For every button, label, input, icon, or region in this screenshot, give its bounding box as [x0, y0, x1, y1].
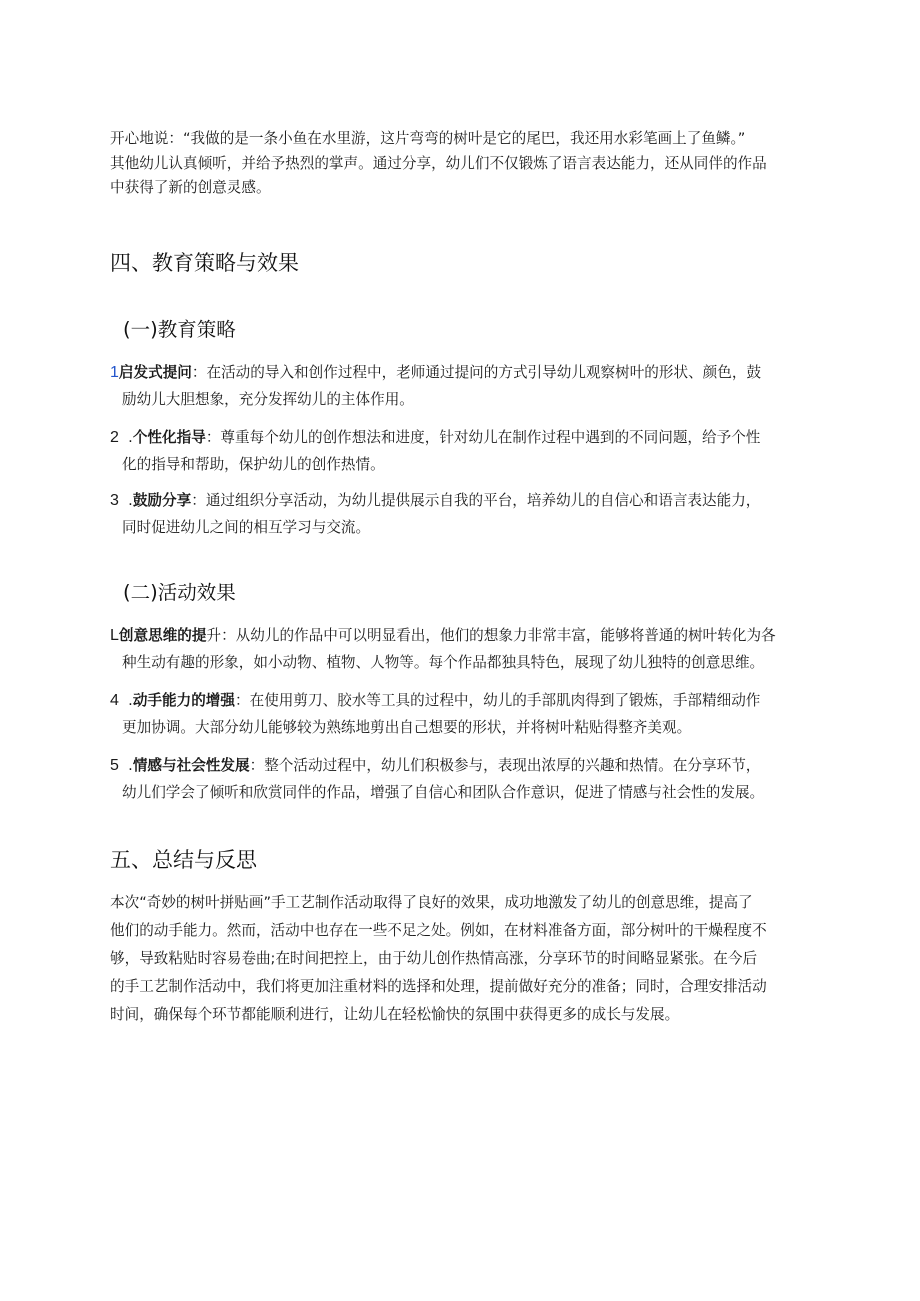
item-number: 2 [110, 429, 119, 446]
list-item [110, 752, 812, 806]
item-number: L [110, 627, 119, 644]
list-item [110, 687, 812, 741]
item-separator: . [118, 757, 133, 774]
section-5-heading: 五、总结与反思 [110, 848, 257, 872]
item-separator: . [118, 692, 133, 709]
intro-paragraph [110, 127, 810, 201]
summary-line: 他们的动手能力。然而，活动中也存在一些不足之处。例如，在材料准备方面，部分树叶的干燥程度不 [110, 922, 767, 939]
item-text: ：在活动的导入和创作过程中，老师通过提问的方式引导幼儿观察树叶的形状、颜色，鼓 [191, 364, 762, 381]
item-label: 情感与社会性发展 [132, 757, 250, 774]
item-number: 1 [110, 364, 119, 381]
item-text: ：在使用剪刀、胶水等工具的过程中，幼儿的手部肌肉得到了锻炼，手部精细动作 [235, 692, 761, 709]
item-number: 3 [110, 492, 119, 509]
intro-line: 其他幼儿认真倾听，并给予热烈的掌声。通过分享，幼儿们不仅锻炼了语言表达能力，还从同伴的作品 [110, 154, 767, 172]
item-number: 5 [110, 757, 119, 774]
item-label: 创意思维的提 [118, 627, 207, 644]
item-text: 升：从幼儿的作品中可以明显看出，他们的想象力非常丰富，能够将普通的树叶转化为各 [206, 627, 776, 644]
summary-line: 的手工艺制作活动中，我们将更加注重材料的选择和处理，提前做好充分的准备；同时，合理安排活动 [110, 978, 767, 995]
subsection-strategy-heading: (一)教育策略 [123, 318, 236, 341]
item-text-continued: 化的指导和帮助，保护幼儿的创作热情。 [122, 456, 385, 473]
item-text: ：整个活动过程中，幼儿们积极参与，表现出浓厚的兴趣和热情。在分享环节， [249, 757, 761, 774]
summary-line: 时间，确保每个环节都能顺利进行，让幼儿在轻松愉快的氛围中获得更多的成长与发展。 [110, 1006, 680, 1023]
item-text: ：通过组织分享活动，为幼儿提供展示自我的平台，培养幼儿的自信心和语言表达能力， [191, 492, 761, 509]
section-4-heading: 四、教育策略与效果 [110, 251, 299, 275]
item-separator: . [118, 429, 133, 446]
item-label: 动手能力的增强 [132, 692, 235, 709]
summary-line: 本次“奇妙的树叶拼贴画”手工艺制作活动取得了良好的效果，成功地激发了幼儿的创意思维，提高了 [110, 894, 753, 911]
summary-line: 够，导致粘贴时容易卷曲;在时间把控上，由于幼儿创作热情高涨，分享环节的时间略显紧张。在今后 [110, 950, 758, 967]
item-label: 启发式提问 [118, 364, 192, 381]
item-label: 鼓励分享 [132, 492, 192, 509]
item-separator: . [118, 492, 133, 509]
item-number: 4 [110, 692, 119, 709]
intro-line: 中获得了新的创意灵感。 [110, 179, 271, 196]
item-text-continued: 幼儿们学会了倾听和欣赏同伴的作品，增强了自信心和团队合作意识，促进了情感与社会性的发展。 [122, 784, 765, 801]
list-item [110, 487, 812, 541]
intro-line: 开心地说：“我做的是一条小鱼在水里游，这片弯弯的树叶是它的尾巴，我还用水彩笔画上了鱼鳞。” [110, 130, 746, 147]
item-text-continued: 种生动有趣的形象，如小动物、植物、人物等。每个作品都独具特色，展现了幼儿独特的创意思维。 [122, 654, 765, 671]
summary-paragraph [110, 889, 810, 1029]
item-text-continued: 更加协调。大部分幼儿能够较为熟练地剪出自己想要的形状，并将树叶粘贴得整齐美观。 [122, 719, 692, 736]
list-item [110, 359, 812, 413]
item-label: 个性化指导 [132, 429, 206, 446]
list-item [110, 622, 812, 676]
item-text-continued: 同时促进幼儿之间的相互学习与交流。 [122, 519, 371, 536]
item-text: ：尊重每个幼儿的创作想法和进度，针对幼儿在制作过程中遇到的不同问题，给予个性 [205, 429, 761, 446]
subsection-effect-heading: (二)活动效果 [123, 581, 236, 604]
item-text-continued: 励幼儿大胆想象，充分发挥幼儿的主体作用。 [122, 391, 414, 408]
list-item [110, 424, 812, 478]
